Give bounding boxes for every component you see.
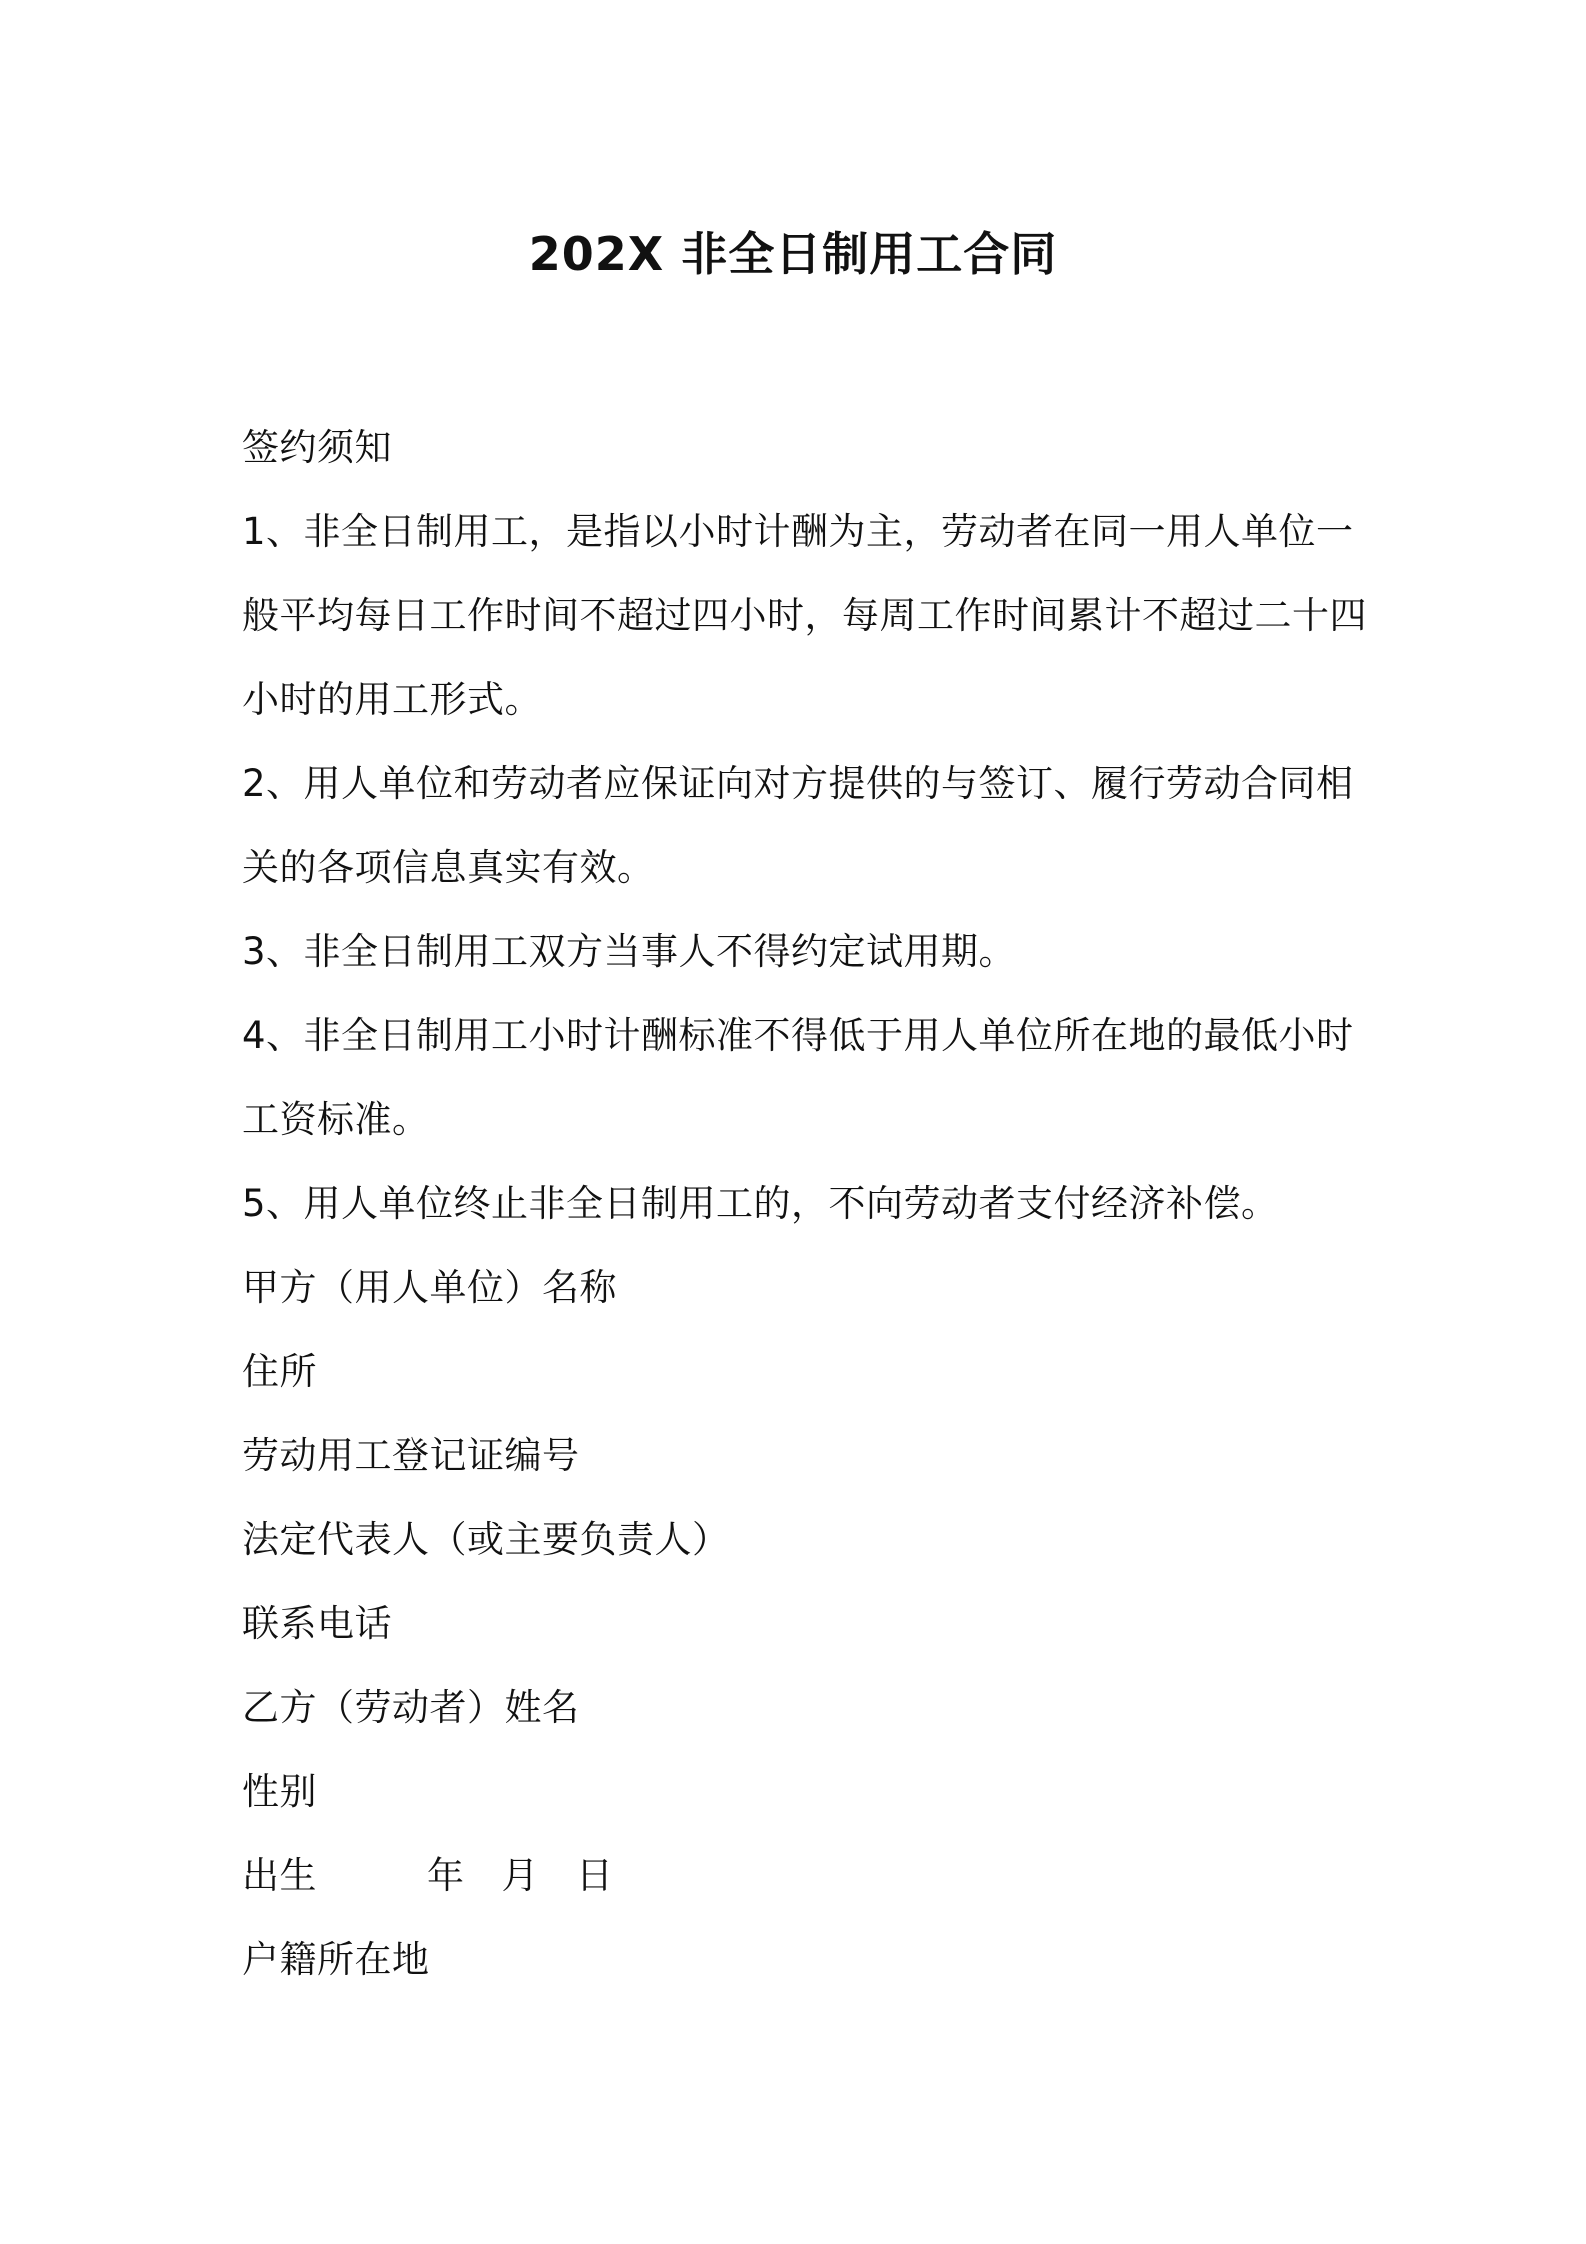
party-a-registration-label: 劳动用工登记证编号 <box>242 1434 580 1477</box>
notice-heading: 签约须知 <box>242 426 392 469</box>
notice-item-5 <box>242 1162 1362 1246</box>
notice-item-line: 般平均每日工作时间不超过四小时，每周工作时间累计不超过二十四 <box>242 594 1367 637</box>
document-body <box>242 406 1367 2002</box>
notice-item-line: 4、非全日制用工小时计酬标准不得低于用人单位所在地的最低小时 <box>242 1014 1354 1057</box>
notice-item-line: 3、非全日制用工双方当事人不得约定试用期。 <box>242 930 1017 973</box>
notice-item-line: 5、用人单位终止非全日制用工的，不向劳动者支付经济补偿。 <box>242 1182 1279 1225</box>
notice-item-4 <box>242 994 1362 1162</box>
document-title: 202X 非全日制用工合同 <box>528 227 1058 281</box>
party-a-phone-label: 联系电话 <box>242 1602 392 1645</box>
notice-item-1 <box>242 490 1367 742</box>
notice-item-line: 2、用人单位和劳动者应保证向对方提供的与签订、履行劳动合同相 <box>242 762 1354 805</box>
birth-day-label: 日 <box>576 1854 614 1897</box>
party-a-name-label: 甲方（用人单位）名称 <box>242 1266 617 1309</box>
party-b-gender-label: 性别 <box>242 1770 317 1813</box>
party-a-representative-label: 法定代表人（或主要负责人） <box>242 1518 730 1561</box>
notice-item-line: 关的各项信息真实有效。 <box>242 846 655 889</box>
birth-year-label: 年 <box>427 1854 465 1897</box>
party-b-name-label: 乙方（劳动者）姓名 <box>242 1686 580 1729</box>
notice-item-line: 1、非全日制用工，是指以小时计酬为主，劳动者在同一用人单位一 <box>242 510 1354 553</box>
notice-item-line: 工资标准。 <box>242 1098 430 1141</box>
notice-item-2 <box>242 742 1362 910</box>
party-b-household-label: 户籍所在地 <box>242 1938 430 1981</box>
party-b-birth-row <box>242 1834 1362 1918</box>
birth-month-label: 月 <box>501 1854 539 1897</box>
notice-item-3 <box>242 910 1362 994</box>
notice-item-line: 小时的用工形式。 <box>242 678 542 721</box>
birth-label: 出生 <box>242 1854 317 1897</box>
party-a-address-label: 住所 <box>242 1350 317 1393</box>
